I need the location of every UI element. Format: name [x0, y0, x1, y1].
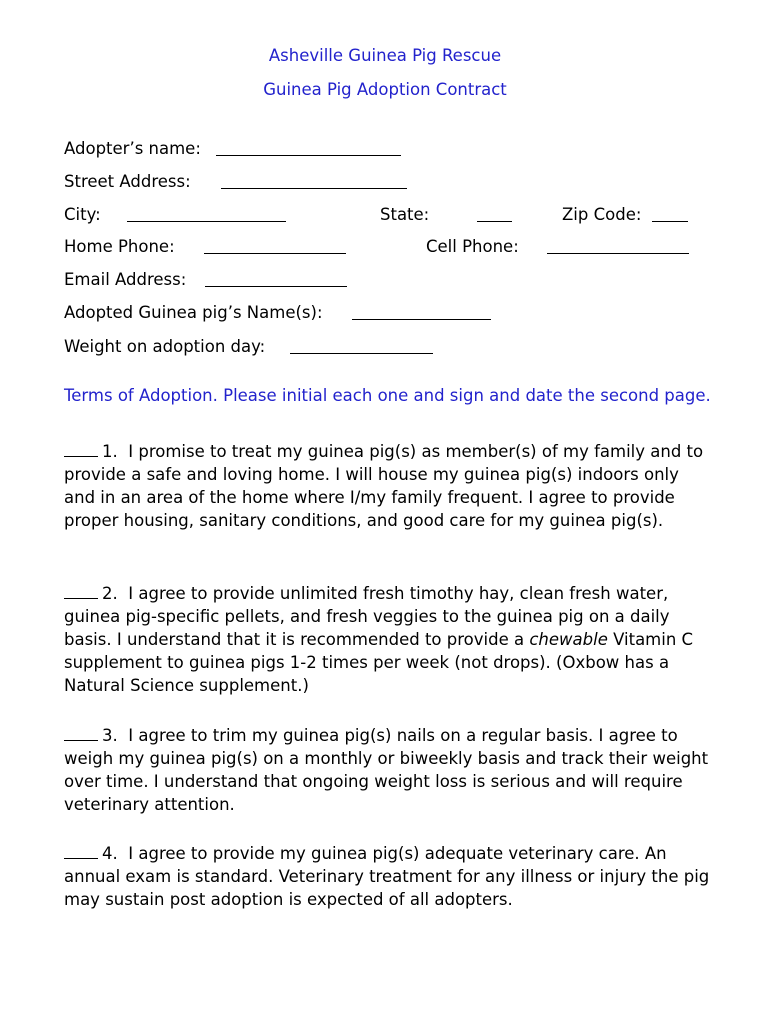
term-4-number: 4.	[102, 844, 118, 863]
weight-label: Weight on adoption day:	[64, 337, 266, 356]
zip-code-field[interactable]	[652, 206, 688, 222]
street-address-label: Street Address:	[64, 172, 191, 191]
cell-phone-field[interactable]	[547, 238, 689, 254]
term-3-number: 3.	[102, 726, 118, 745]
cell-phone-label: Cell Phone:	[426, 237, 519, 256]
email-address-label: Email Address:	[64, 270, 187, 289]
term-2-number: 2.	[102, 584, 118, 603]
term-item-1	[64, 440, 714, 532]
organization-name: Asheville Guinea Pig Rescue	[268, 46, 502, 65]
term-1-number: 1.	[102, 442, 118, 461]
home-phone-field[interactable]	[204, 238, 346, 254]
term-3-text: I agree to trim my guinea pig(s) nails on a regular basis. I agree to weigh my guinea pig(s) on a monthly or biweekly basis and track their weight over time. I understand that ongoing weight loss is serious and will require veterinary attention.	[64, 726, 709, 814]
term-1-initial-field[interactable]	[64, 441, 98, 457]
city-field[interactable]	[127, 206, 286, 222]
term-2-initial-field[interactable]	[64, 583, 98, 599]
state-field[interactable]	[477, 206, 512, 222]
term-1-text: I promise to treat my guinea pig(s) as member(s) of my family and to provide a safe and loving home. I will house my guinea pig(s) indoors only and in an area of the home where I/my family frequent. I agree to provide proper housing, sanitary conditions, and good care for my guinea pig(s).	[64, 442, 704, 530]
term-2-emphasis: chewable	[529, 630, 608, 649]
term-2-text-before: I agree to provide unlimited fresh timothy hay, clean fresh water, guinea pig-specific pellets, and fresh veggies to the guinea pig on a daily basis. I understand that it is recommended to provide a	[64, 584, 670, 649]
term-4-initial-field[interactable]	[64, 843, 98, 859]
home-phone-label: Home Phone:	[64, 237, 175, 256]
weight-field[interactable]	[290, 338, 433, 354]
terms-heading: Terms of Adoption. Please initial each one and sign and date the second page.	[64, 386, 711, 405]
street-address-field[interactable]	[221, 173, 407, 189]
state-label: State:	[380, 205, 430, 224]
term-3-initial-field[interactable]	[64, 725, 98, 741]
term-item-2	[64, 582, 714, 697]
document-title: Guinea Pig Adoption Contract	[263, 80, 507, 99]
adopter-name-label: Adopter’s name:	[64, 139, 201, 158]
guinea-pig-names-label: Adopted Guinea pig’s Name(s):	[64, 303, 323, 322]
guinea-pig-names-field[interactable]	[352, 304, 491, 320]
adopter-name-field[interactable]	[216, 140, 401, 156]
email-address-field[interactable]	[205, 271, 347, 287]
term-4-text: I agree to provide my guinea pig(s) adequate veterinary care. An annual exam is standard. Veterinary treatment for any illness or injury the pig may sustain post adoption is expected of all adopters.	[64, 844, 710, 909]
zip-code-label: Zip Code:	[562, 205, 642, 224]
term-item-3	[64, 724, 714, 816]
city-label: City:	[64, 205, 101, 224]
term-item-4	[64, 842, 714, 911]
term-2-text-after: Vitamin C supplement to guinea pigs 1-2 times per week (not drops). (Oxbow has a Natural Science supplement.)	[64, 630, 694, 695]
